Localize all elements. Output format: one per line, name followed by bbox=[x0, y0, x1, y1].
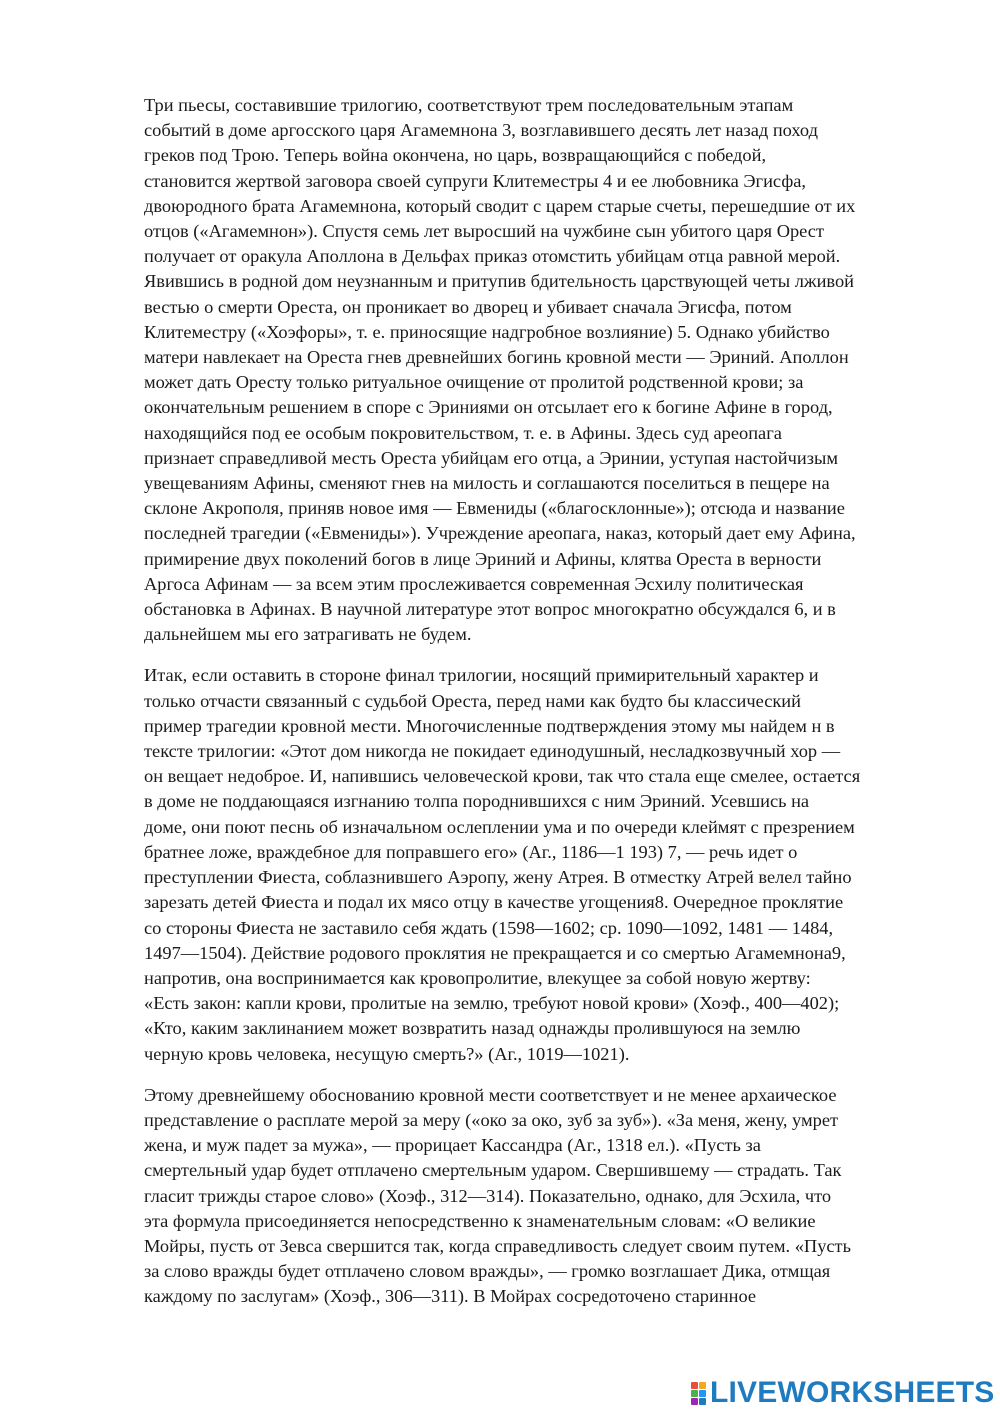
text-line: увещеваниям Афины, сменяют гнев на милость и соглашаются поселиться в пещере на bbox=[144, 473, 830, 494]
logo-square bbox=[691, 1398, 698, 1405]
text-line: «Есть закон: капли крови, пролитые на землю, требуют новой крови» (Хоэф., 400—402); bbox=[144, 993, 840, 1014]
text-line: зарезать детей Фиеста и подал их мясо отцу в качестве угощения8. Очередное проклятие bbox=[144, 892, 844, 913]
text-line: признает справедливой месть Ореста убийцам его отца, а Эринии, уступая настойчизым bbox=[144, 447, 838, 468]
text-line: может дать Оресту только ритуальное очищение от пролитой родственной крови; за bbox=[144, 372, 804, 393]
text-line: эта формула присоединяется непосредственно к знаменательным словам: «О великие bbox=[144, 1210, 816, 1231]
logo-square bbox=[699, 1398, 706, 1405]
text-line: окончательным решением в споре с Эриниями он отсылает его к богине Афине в город, bbox=[144, 397, 833, 418]
text-line: дальнейшем мы его затрагивать не будем. bbox=[144, 624, 472, 645]
text-line: 1497—1504). Действие родового проклятия не прекращается и со смертью Агамемнона9, bbox=[144, 942, 846, 963]
logo-square bbox=[691, 1390, 698, 1397]
paragraph-3 bbox=[144, 1083, 944, 1310]
text-line: Три пьесы, составившие трилогию, соответствуют трем последовательным этапам bbox=[144, 95, 794, 115]
text-line: пример трагедии кровной мести. Многочисленные подтверждения этому мы найдем н в bbox=[144, 715, 835, 736]
text-line: двоюродного брата Агамемнона, который сводит с царем старые счеты, перешедшие от их bbox=[144, 195, 856, 216]
text-line: находящийся под ее особым покровительством, т. е. в Афины. Здесь суд ареопага bbox=[144, 422, 782, 443]
logo-square bbox=[699, 1382, 706, 1389]
text-line: за слово вражды будет отплачено словом вражды», — громко возглашает Дика, отмщая bbox=[144, 1261, 831, 1282]
text-line: становится жертвой заговора своей супруги Клитеместры 4 и ее любовника Эгисфа, bbox=[144, 170, 806, 191]
text-line: он вещает недоброе. И, напившись человеческой крови, так что стала еще смелее, остается bbox=[144, 766, 861, 787]
text-line: примирение двух поколений богов в лице Эриний и Афины, клятва Ореста в верности bbox=[144, 548, 822, 569]
text-line: отцов («Агамемнон»). Спустя семь лет выросший на чужбине сын убитого царя Орест bbox=[144, 221, 825, 242]
paragraph-1 bbox=[144, 93, 944, 647]
paragraph-2 bbox=[144, 663, 944, 1066]
text-line: Итак, если оставить в стороне финал трилогии, носящий примирительный характер и bbox=[144, 665, 819, 686]
text-line: напротив, она воспринимается как кровопролитие, влекущее за собой новую жертву: bbox=[144, 967, 811, 988]
text-line: в доме не поддающаяся изгнанию толпа породнившихся с ним Эриний. Усевшись на bbox=[144, 791, 810, 812]
logo-square bbox=[691, 1382, 698, 1389]
text-line: Этому древнейшему обоснованию кровной мести соответствует и не менее архаическое bbox=[144, 1084, 837, 1105]
text-line: Явившись в родной дом неузнанным и притупив бдительность царствующей четы лживой bbox=[144, 271, 855, 292]
text-line: представление о расплате мерой за меру («око за око, зуб за зуб»). «За меня, жену, умрет bbox=[144, 1109, 839, 1130]
text-line: последней трагедии («Евмениды»). Учреждение ареопага, наказ, который дает ему Афина, bbox=[144, 523, 856, 544]
text-line: черную кровь человека, несущую смерть?» (Аг., 1019—1021). bbox=[144, 1043, 630, 1064]
text-line: матери навлекает на Ореста гнев древнейших богинь кровной мести — Эриний. Аполлон bbox=[144, 347, 849, 368]
text-line: Клитеместру («Хоэфоры», т. е. приносящие надгробное возлияние) 5. Однако убийство bbox=[144, 321, 830, 342]
text-line: преступлении Фиеста, соблазнившего Аэропу, жену Атрея. В отместку Атрей велел тайно bbox=[144, 867, 852, 888]
text-line: вестью о смерти Ореста, он проникает во дворец и убивает сначала Эгисфа, потом bbox=[144, 296, 792, 317]
text-line: Мойры, пусть от Зевса свершится так, когда справедливость следует своим путем. «Пусть bbox=[144, 1235, 851, 1256]
text-line: склоне Акрополя, приняв новое имя — Евмениды («благосклонные»); отсюда и название bbox=[144, 498, 845, 519]
text-line: обстановка в Афинах. В научной литературе этот вопрос многократно обсуждался 6, и в bbox=[144, 599, 836, 620]
text-line: «Кто, каким заклинанием может возвратить назад однажды пролившуюся на землю bbox=[144, 1018, 801, 1039]
logo-square bbox=[699, 1390, 706, 1397]
document-body bbox=[144, 93, 944, 1326]
text-line: только отчасти связанный с судьбой Ореста, перед нами как будто бы классический bbox=[144, 690, 801, 711]
text-line: тексте трилогии: «Этот дом никогда не покидает единодушный, несладкозвучный хор — bbox=[144, 741, 841, 762]
text-line: каждому по заслугам» (Хоэф., 306—311). В Мойрах сосредоточено старинное bbox=[144, 1286, 757, 1307]
text-line: событий в доме аргосского царя Агамемнона 3, возглавившего десять лет назад поход bbox=[144, 120, 818, 141]
liveworksheets-logo[interactable] bbox=[691, 1375, 995, 1411]
logo-text: LIVEWORKSHEETS bbox=[710, 1376, 995, 1409]
text-line: жена, и муж падет за мужа», — прорицает Кассандра (Аг., 1318 ел.). «Пусть за bbox=[144, 1135, 761, 1156]
text-line: со стороны Фиеста не заставило себя ждать (1598—1602; ср. 1090—1092, 1481 — 1484, bbox=[144, 917, 834, 938]
text-line: гласит трижды старое слово» (Хоэф., 312—314). Показательно, однако, для Эсхила, что bbox=[144, 1185, 832, 1206]
text-line: греков под Трою. Теперь война окончена, но царь, возвращающийся с победой, bbox=[144, 145, 767, 166]
text-line: смертельный удар будет отплачено смертельным ударом. Свершившему — страдать. Так bbox=[144, 1160, 842, 1181]
text-line: Аргоса Афинам — за всем этим прослеживается современная Эсхилу политическая bbox=[144, 573, 804, 594]
text-line: доме, они поют песнь об изначальном ослеплении ума и по очереди клеймят с презрением bbox=[144, 816, 855, 837]
text-line: братнее ложе, враждебное для поправшего его» (Аг., 1186—1 193) 7, — речь идет о bbox=[144, 841, 798, 862]
liveworksheets-logo-icon bbox=[691, 1382, 706, 1405]
text-line: получает от оракула Аполлона в Дельфах приказ отомстить убийцам отца равной мерой. bbox=[144, 246, 841, 267]
